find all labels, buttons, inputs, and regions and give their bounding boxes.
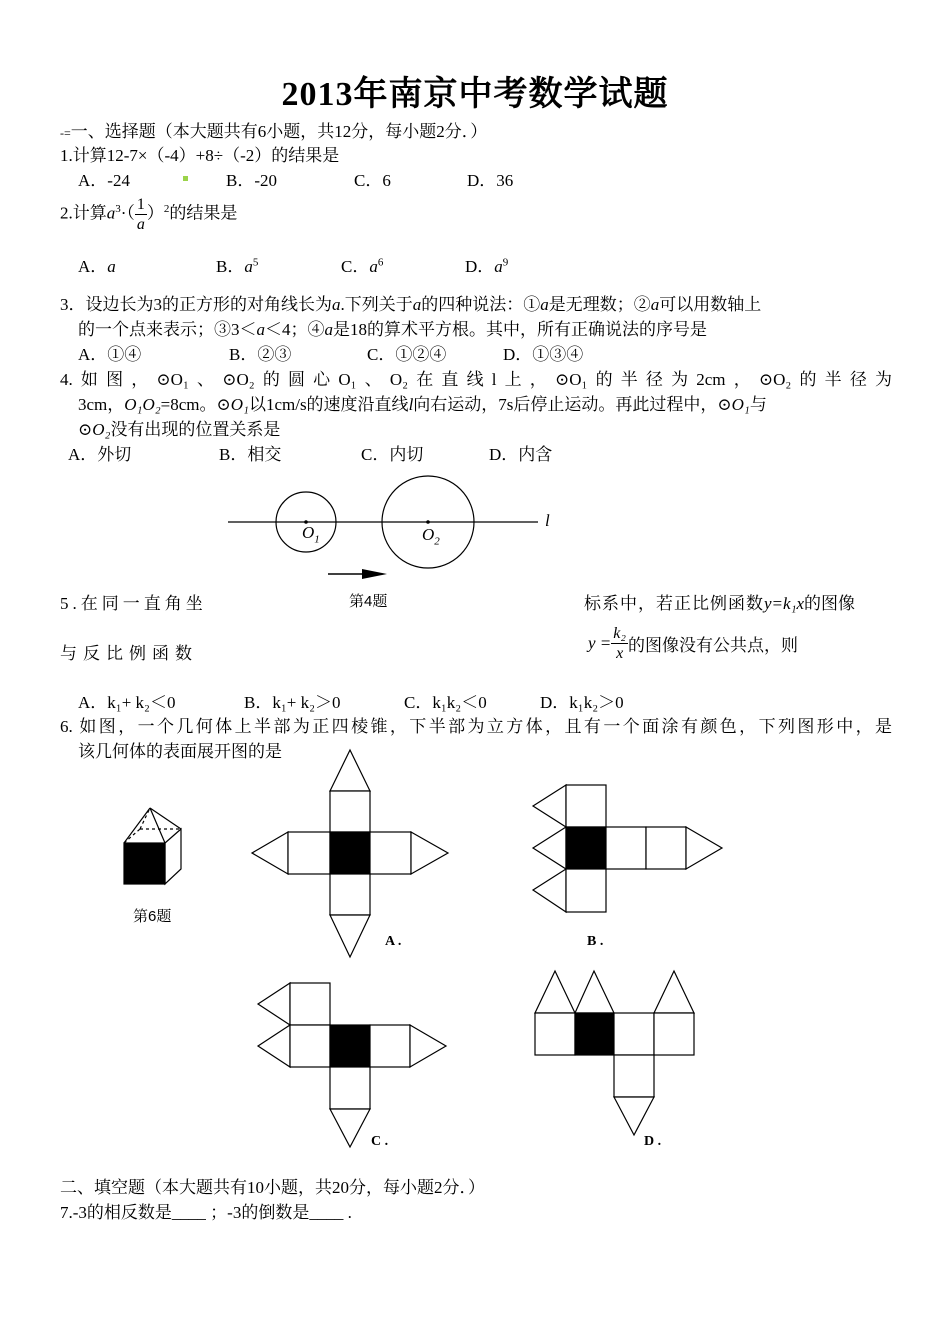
net-c-triangle <box>330 1109 370 1147</box>
q1-option-c: C．6 <box>354 171 391 190</box>
q2-base: a <box>106 203 116 223</box>
q5-option-d: D．k₁k₂＞0 <box>540 693 624 712</box>
net-d-triangle <box>575 971 614 1013</box>
net-b-label: B . <box>587 934 604 949</box>
q4-line-3: ⊙O₂没有出现的位置关系是 <box>78 420 281 439</box>
q6-line-2: 该几何体的表面展开图的是 <box>78 742 282 761</box>
net-b-triangle <box>533 827 566 869</box>
q2-denominator: a <box>136 216 145 233</box>
net-c-square <box>290 1025 330 1067</box>
net-c-square <box>330 1067 370 1109</box>
net-a-label: A . <box>385 934 402 949</box>
q4-line-2: 3cm，O₁O₂=8cm。⊙O₁以1cm/s的速度沿直线l向右运动，7s后停止运动。再此过程中，⊙O₁与 <box>78 395 767 414</box>
section-2-heading: 二、填空题（本大题共有10小题，共20分，每小题2分．） <box>60 1178 485 1197</box>
net-c-square <box>370 1025 410 1067</box>
net-a-square <box>370 832 411 874</box>
q5-option-b: B．k₁+ k₂＞0 <box>244 693 341 712</box>
net-b-triangle <box>533 785 566 827</box>
net-d-triangle <box>535 971 575 1013</box>
q1-option-d: D．36 <box>467 171 514 190</box>
net-a-triangle <box>330 750 370 791</box>
label-o1: $O_1$ <box>302 523 320 546</box>
solid-hidden-edge <box>124 829 140 843</box>
q2-option-c: C．$a^6$ <box>341 256 384 276</box>
q4-line-1: 4.如图，⊙O₁、⊙O₂的圆心O₁、O₂在直线l上，⊙O₁的半径为2cm，⊙O₂的半径为 <box>60 370 892 389</box>
net-c-triangle <box>258 983 290 1025</box>
q3-line-2: 的一个点来表示；③3＜a＜4；④a是18的算术平方根。其中，所有正确说法的序号是 <box>78 320 707 339</box>
net-d-square <box>654 1013 694 1055</box>
solid-side-face <box>165 829 181 884</box>
figure-4-caption: 第4题 <box>349 593 388 610</box>
net-d-label: D . <box>644 1134 662 1149</box>
net-b-triangle <box>686 827 722 869</box>
net-a-triangle <box>411 832 448 874</box>
q4-option-b: B．相交 <box>219 445 282 464</box>
q3-option-b: B．②③ <box>229 345 292 364</box>
q2-option-a: A．a <box>78 257 116 276</box>
net-d-square <box>535 1013 575 1055</box>
net-b-square <box>606 827 646 869</box>
section-1-text: 一、选择题（本大题共有6小题，共12分，每小题2分．） <box>70 122 488 141</box>
net-c-triangle <box>410 1025 446 1067</box>
net-a-square <box>330 874 370 915</box>
q2-option-d: D．$a^9$ <box>465 256 509 276</box>
net-d <box>535 971 694 1135</box>
net-a-triangle <box>330 915 370 957</box>
net-d-triangle <box>654 971 694 1013</box>
label-l: l <box>545 511 550 530</box>
q5-line-1a: 5.在同一直角坐 <box>60 594 207 613</box>
net-a-triangle <box>252 832 288 874</box>
q2-prefix: 2.计算 <box>60 203 107 223</box>
net-d-square <box>614 1013 654 1055</box>
net-b-colored-square <box>566 827 606 869</box>
q5-line-1b: 标系中，若正比例函数y=k₁x的图像 <box>584 594 856 613</box>
net-d-colored-square <box>575 1013 614 1055</box>
q2-option-b: B．$a^5$ <box>216 256 259 276</box>
q7-text: 7.-3的相反数是____ ；-3的倒数是____ . <box>60 1203 352 1222</box>
q4-option-a: A．外切 <box>68 445 132 464</box>
net-b-square <box>646 827 686 869</box>
net-c-label: C . <box>371 1134 389 1149</box>
q1-option-b: B．-20 <box>226 171 277 190</box>
page-title: 2013年南京中考数学试题 <box>281 76 669 113</box>
net-d-square <box>614 1055 654 1097</box>
net-d-triangle <box>614 1097 654 1135</box>
q4-option-d: D．内含 <box>489 445 553 464</box>
net-a-square <box>288 832 330 874</box>
q5-option-a: A．k₁+ k₂＜0 <box>78 693 176 712</box>
q5-fraction: $\frac{\text{k₂}}{x}$ <box>613 625 626 662</box>
solid-front-face <box>124 843 165 884</box>
q2-dot: ·（ <box>120 203 135 223</box>
q4-option-c: C．内切 <box>361 445 424 464</box>
net-c <box>258 983 446 1147</box>
q2-exp2: 2 <box>163 202 170 215</box>
net-b-triangle <box>533 869 566 912</box>
q3-option-d: D．①③④ <box>503 345 584 364</box>
q1-stem: 1.计算12-7×（-4）+8÷（-2）的结果是 <box>60 146 340 165</box>
q5-option-c: C．k₁k₂＜0 <box>404 693 487 712</box>
q2-suffix: 的结果是 <box>169 203 238 223</box>
q2-numerator: 1 <box>136 196 145 213</box>
net-b-square <box>566 785 606 827</box>
q2-close: ） <box>146 203 164 223</box>
q2-exp3: 3 <box>115 202 121 215</box>
q5-line-2b: y = $\frac{\text{k₂}}{x}$ 的图像没有公共点，则 <box>588 625 798 662</box>
q5-line-2a: 与反比例函数 <box>60 644 198 663</box>
net-c-triangle <box>258 1025 290 1067</box>
net-c-colored-square <box>330 1025 370 1067</box>
net-b <box>533 785 722 912</box>
q1-option-a: A．-24 <box>78 171 130 190</box>
net-a <box>252 750 448 957</box>
figure-6-caption: 第6题 <box>133 908 172 925</box>
solid-edge <box>124 808 150 843</box>
solid-figure <box>124 808 181 884</box>
q6-line-1: 6. 如图，一个几何体上半部为正四棱锥，下半部为立方体，且有一个面涂有颜色，下列图形中，是 <box>60 717 892 736</box>
section-marker: -= <box>60 126 71 140</box>
net-a-square <box>330 791 370 832</box>
q3-line-1: 3．设边长为3的正方形的对角线长为a.下列关于a的四种说法：①a是无理数；②a可以用数轴上 <box>60 295 762 314</box>
net-a-colored-square <box>330 832 370 874</box>
q3-option-a: A．①④ <box>78 345 142 364</box>
net-c-square <box>290 983 330 1025</box>
q3-option-c: C．①②④ <box>367 345 447 364</box>
net-b-square <box>566 869 606 912</box>
label-o2: $O_2$ <box>422 525 440 548</box>
